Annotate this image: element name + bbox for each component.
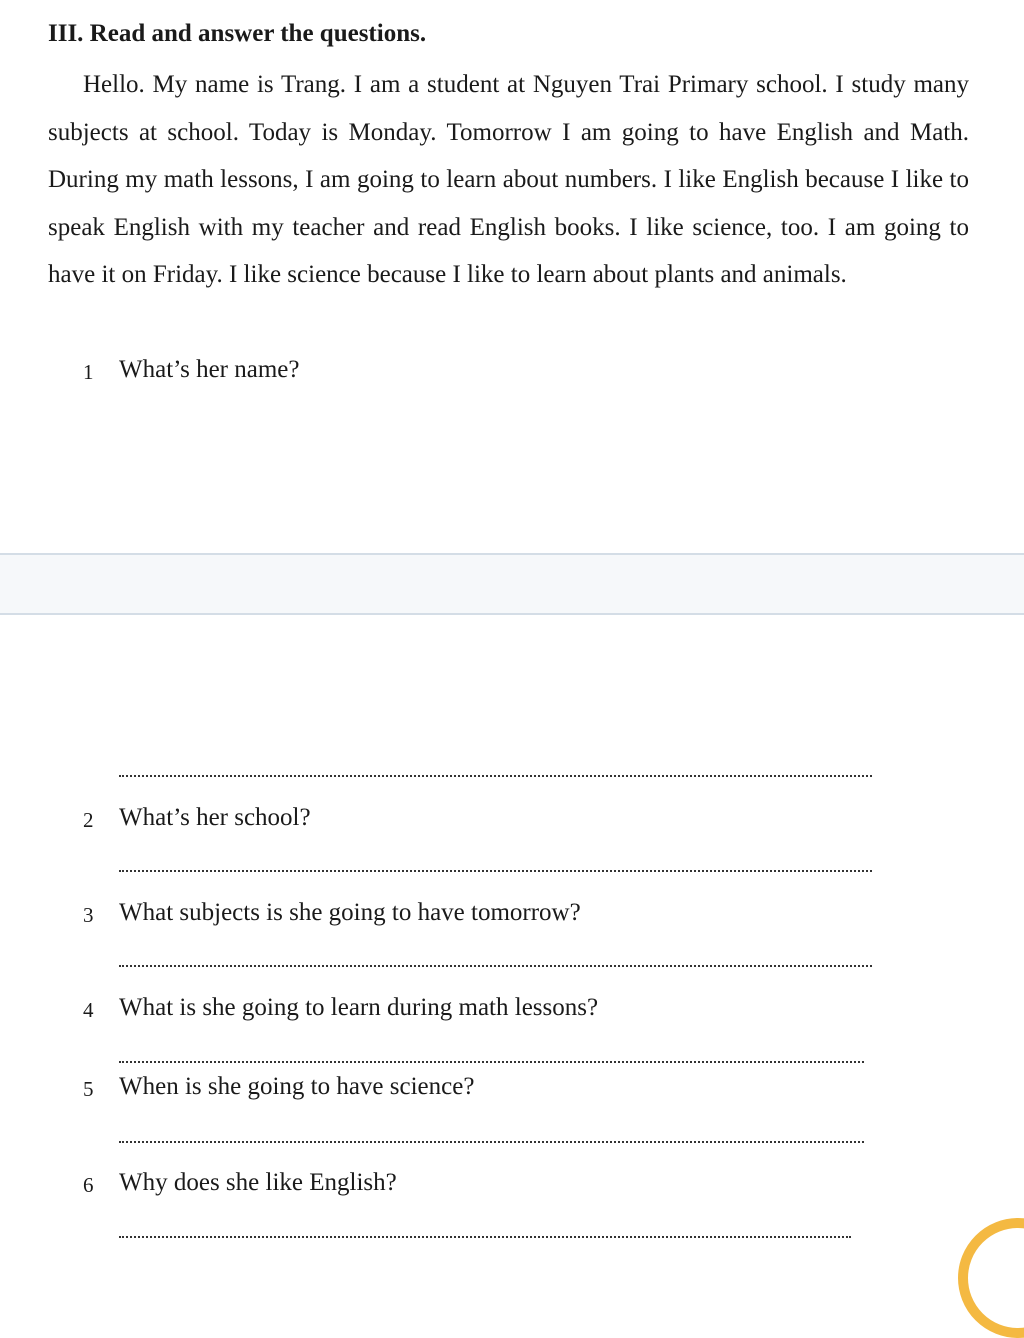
question-number: 3	[83, 903, 94, 927]
circle-badge-icon[interactable]	[958, 1218, 1024, 1338]
question-number: 1	[83, 360, 94, 384]
question-text: When is she going to have science?	[119, 1073, 475, 1100]
answer-line-1[interactable]	[119, 775, 872, 777]
question-text: What is she going to learn during math lessons?	[119, 994, 599, 1021]
separator-band	[0, 553, 1024, 615]
question-number: 2	[83, 808, 94, 832]
reading-passage: Hello. My name is Trang. I am a student at Nguyen Trai Primary school. I study many subjects at school. Today is Monday. Tomorrow I am going to have English and Math. During my math lessons, I am going to learn about numbers. I like English because I like to speak English with my teacher and read English books. I like science, too. I am going to have it on Friday. I like science because I like to learn about plants and animals.	[48, 71, 969, 288]
question-text: What’s her school?	[119, 804, 311, 831]
section-heading: III. Read and answer the questions.	[48, 20, 427, 47]
question-text: Why does she like English?	[119, 1169, 397, 1196]
answer-line-2[interactable]	[119, 870, 872, 872]
answer-line-4[interactable]	[119, 1061, 864, 1063]
question-number: 5	[83, 1077, 94, 1101]
question-number: 4	[83, 998, 94, 1022]
question-text: What’s her name?	[119, 356, 300, 383]
question-text: What subjects is she going to have tomorrow?	[119, 899, 581, 926]
question-number: 6	[83, 1173, 94, 1197]
answer-line-3[interactable]	[119, 965, 872, 967]
answer-line-5[interactable]	[119, 1141, 864, 1143]
answer-line-6[interactable]	[119, 1236, 851, 1238]
